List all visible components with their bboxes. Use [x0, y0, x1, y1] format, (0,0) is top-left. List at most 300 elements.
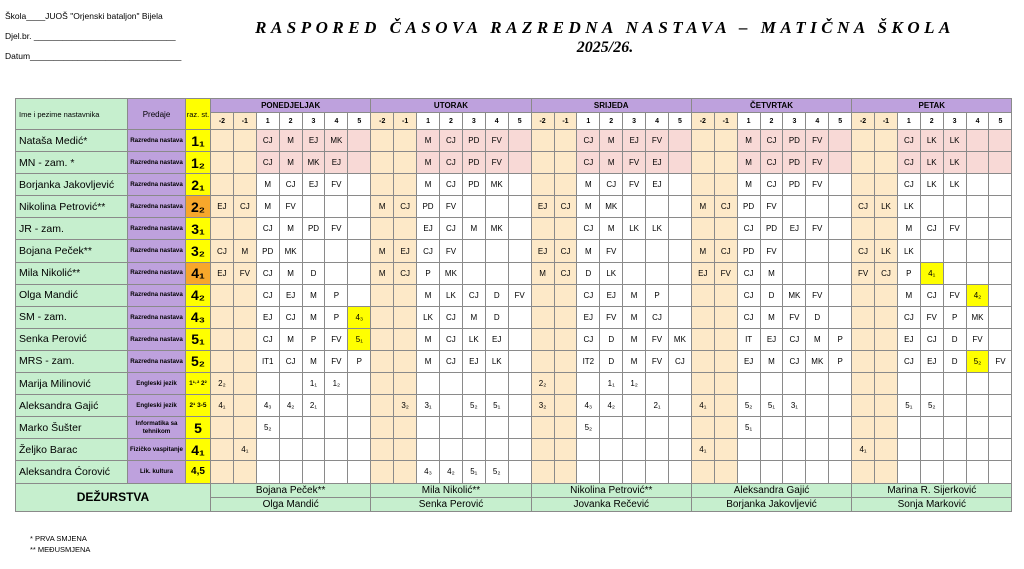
lesson-cell — [989, 174, 1012, 196]
lesson-cell — [829, 306, 852, 328]
lesson-cell: PD — [737, 196, 760, 218]
lesson-cell: D — [485, 284, 508, 306]
lesson-cell: P — [829, 350, 852, 372]
lesson-cell — [989, 262, 1012, 284]
lesson-cell — [920, 417, 943, 439]
lesson-cell: M — [600, 130, 623, 152]
school-year: 2025/26. — [576, 39, 634, 56]
lesson-cell — [371, 373, 394, 395]
lesson-cell: 2₁ — [302, 395, 325, 417]
lesson-cell: LK — [417, 306, 440, 328]
period-header: -2 — [211, 113, 234, 130]
lesson-cell — [211, 417, 234, 439]
subject-cell: Informatika sa tehnikom — [128, 417, 186, 439]
lesson-cell — [371, 417, 394, 439]
table-row — [16, 130, 1012, 152]
lesson-cell: EJ — [462, 350, 485, 372]
lesson-cell — [462, 373, 485, 395]
lesson-cell: 3₂ — [394, 395, 417, 417]
lesson-cell — [233, 306, 256, 328]
lesson-cell — [806, 395, 829, 417]
table-row — [16, 218, 1012, 240]
lesson-cell — [714, 218, 737, 240]
lesson-cell — [829, 196, 852, 218]
lesson-cell — [508, 439, 531, 461]
lesson-cell: PD — [462, 152, 485, 174]
lesson-cell: LK — [623, 218, 646, 240]
lesson-cell: 5₁ — [897, 395, 920, 417]
lesson-cell: M — [371, 262, 394, 284]
lesson-cell — [554, 306, 577, 328]
lesson-cell: FV — [806, 130, 829, 152]
lesson-cell: EJ — [211, 262, 234, 284]
lesson-cell: M — [806, 328, 829, 350]
lesson-cell: 4₃ — [417, 461, 440, 483]
lesson-cell: CJ — [554, 262, 577, 284]
lesson-cell — [875, 152, 898, 174]
lesson-cell — [348, 240, 371, 262]
lesson-cell — [211, 284, 234, 306]
period-header: 3 — [623, 113, 646, 130]
lesson-cell: 3₁ — [417, 395, 440, 417]
lesson-cell: 4₁ — [691, 395, 714, 417]
lesson-cell: PD — [737, 240, 760, 262]
lesson-cell: IT1 — [256, 350, 279, 372]
lesson-cell: P — [348, 350, 371, 372]
lesson-cell: M — [600, 218, 623, 240]
lesson-cell — [760, 461, 783, 483]
lesson-cell: EJ — [256, 306, 279, 328]
lesson-cell: CJ — [554, 240, 577, 262]
lesson-cell — [852, 174, 875, 196]
teacher-name: SM - zam. — [16, 306, 128, 328]
header-left — [5, 6, 225, 66]
teacher-name: Željko Barac — [16, 439, 128, 461]
table-row — [16, 174, 1012, 196]
lesson-cell — [897, 439, 920, 461]
lesson-cell — [875, 284, 898, 306]
lesson-cell — [554, 174, 577, 196]
lesson-cell — [875, 461, 898, 483]
lesson-cell: CJ — [233, 196, 256, 218]
lesson-cell: CJ — [714, 240, 737, 262]
duty-teacher: Borjanka Jakovljević — [691, 497, 851, 511]
lesson-cell: M — [417, 130, 440, 152]
lesson-cell: 3₁ — [783, 395, 806, 417]
lesson-cell: PD — [302, 218, 325, 240]
lesson-cell — [462, 196, 485, 218]
lesson-cell: M — [691, 196, 714, 218]
schedule-table — [15, 98, 1012, 512]
lesson-cell — [302, 439, 325, 461]
teacher-name: Senka Perović — [16, 328, 128, 350]
day-header: PETAK — [852, 99, 1012, 113]
lesson-cell: LK — [485, 350, 508, 372]
lesson-cell: M — [737, 152, 760, 174]
lesson-cell: M — [256, 196, 279, 218]
lesson-cell: 2₂ — [531, 373, 554, 395]
lesson-cell: CJ — [394, 262, 417, 284]
lesson-cell — [302, 417, 325, 439]
lesson-cell: P — [325, 306, 348, 328]
lesson-cell: CJ — [256, 328, 279, 350]
lesson-cell: EJ — [531, 196, 554, 218]
lesson-cell: M — [577, 174, 600, 196]
lesson-cell — [325, 196, 348, 218]
lesson-cell — [508, 196, 531, 218]
lesson-cell: M — [371, 196, 394, 218]
lesson-cell — [508, 395, 531, 417]
lesson-cell — [852, 373, 875, 395]
lesson-cell — [989, 417, 1012, 439]
lesson-cell: MK — [485, 218, 508, 240]
lesson-cell: LK — [462, 328, 485, 350]
lesson-cell — [875, 439, 898, 461]
lesson-cell: M — [737, 174, 760, 196]
lesson-cell: CJ — [577, 152, 600, 174]
lesson-cell — [371, 306, 394, 328]
lesson-cell — [714, 439, 737, 461]
lesson-cell — [394, 373, 417, 395]
lesson-cell: FV — [600, 306, 623, 328]
lesson-cell — [348, 439, 371, 461]
lesson-cell — [348, 196, 371, 218]
lesson-cell — [714, 350, 737, 372]
lesson-cell: PD — [462, 130, 485, 152]
table-row — [16, 284, 1012, 306]
lesson-cell — [989, 461, 1012, 483]
lesson-cell: CJ — [279, 350, 302, 372]
lesson-cell — [691, 218, 714, 240]
lesson-cell: FV — [233, 262, 256, 284]
lesson-cell — [302, 196, 325, 218]
lesson-cell — [485, 262, 508, 284]
lesson-cell — [439, 395, 462, 417]
lesson-cell — [211, 152, 234, 174]
lesson-cell — [806, 262, 829, 284]
lesson-cell — [325, 240, 348, 262]
lesson-cell — [783, 373, 806, 395]
lesson-cell: CJ — [897, 306, 920, 328]
duty-teacher: Senka Perović — [371, 497, 531, 511]
lesson-cell: EJ — [897, 328, 920, 350]
lesson-cell: FV — [439, 240, 462, 262]
subject-cell: Razredna nastava — [128, 196, 186, 218]
lesson-cell — [417, 439, 440, 461]
lesson-cell — [233, 350, 256, 372]
lesson-cell — [966, 130, 989, 152]
grade-cell: 1¹·² 2² — [186, 373, 211, 395]
subject-cell: Razredna nastava — [128, 284, 186, 306]
day-header: UTORAK — [371, 99, 531, 113]
lesson-cell: FV — [325, 328, 348, 350]
table-row — [16, 395, 1012, 417]
lesson-cell: 5₂ — [966, 350, 989, 372]
lesson-cell: IT2 — [577, 350, 600, 372]
lesson-cell — [691, 373, 714, 395]
day-header: PONEDJELJAK — [211, 99, 371, 113]
lesson-cell: CJ — [211, 240, 234, 262]
subject-cell: Razredna nastava — [128, 350, 186, 372]
lesson-cell: CJ — [737, 306, 760, 328]
lesson-cell — [668, 196, 691, 218]
lesson-cell — [875, 350, 898, 372]
period-header: 3 — [302, 113, 325, 130]
lesson-cell: CJ — [554, 196, 577, 218]
lesson-cell: CJ — [600, 174, 623, 196]
lesson-cell — [646, 196, 669, 218]
lesson-cell — [852, 328, 875, 350]
lesson-cell: CJ — [897, 174, 920, 196]
lesson-cell — [920, 196, 943, 218]
lesson-cell: CJ — [439, 130, 462, 152]
lesson-cell — [554, 350, 577, 372]
table-row — [16, 196, 1012, 218]
period-header: 5 — [508, 113, 531, 130]
lesson-cell: LK — [920, 174, 943, 196]
teacher-name: Bojana Peček** — [16, 240, 128, 262]
grade-cell: 4₂ — [186, 284, 211, 306]
teacher-name: Nikolina Petrović** — [16, 196, 128, 218]
period-header: 1 — [417, 113, 440, 130]
lesson-cell: EJ — [325, 152, 348, 174]
lesson-cell: MK — [966, 306, 989, 328]
lesson-cell — [233, 417, 256, 439]
lesson-cell — [829, 262, 852, 284]
lesson-cell — [211, 439, 234, 461]
lesson-cell: MK — [668, 328, 691, 350]
lesson-cell — [302, 461, 325, 483]
lesson-cell — [394, 350, 417, 372]
lesson-cell — [829, 417, 852, 439]
lesson-cell: D — [302, 262, 325, 284]
duty-teacher: Aleksandra Gajić — [691, 483, 851, 497]
column-header-subject: Predaje — [128, 99, 186, 130]
lesson-cell: M — [737, 130, 760, 152]
lesson-cell: EJ — [691, 262, 714, 284]
table-row — [16, 461, 1012, 483]
lesson-cell — [806, 196, 829, 218]
lesson-cell — [783, 240, 806, 262]
lesson-cell — [508, 417, 531, 439]
lesson-cell: FV — [989, 350, 1012, 372]
subject-cell: Razredna nastava — [128, 152, 186, 174]
lesson-cell — [646, 439, 669, 461]
lesson-cell: FV — [646, 328, 669, 350]
lesson-cell — [371, 174, 394, 196]
lesson-cell: PD — [783, 174, 806, 196]
lesson-cell — [371, 218, 394, 240]
subject-cell: Razredna nastava — [128, 174, 186, 196]
lesson-cell — [233, 461, 256, 483]
lesson-cell: EJ — [531, 240, 554, 262]
lesson-cell — [920, 240, 943, 262]
lesson-cell: EJ — [279, 284, 302, 306]
lesson-cell — [829, 284, 852, 306]
lesson-cell — [462, 417, 485, 439]
lesson-cell: MK — [439, 262, 462, 284]
lesson-cell: P — [943, 306, 966, 328]
lesson-cell — [966, 395, 989, 417]
lesson-cell — [989, 130, 1012, 152]
lesson-cell — [554, 439, 577, 461]
lesson-cell — [783, 439, 806, 461]
lesson-cell: M — [279, 262, 302, 284]
lesson-cell — [348, 130, 371, 152]
lesson-cell: EJ — [646, 174, 669, 196]
lesson-cell: M — [417, 328, 440, 350]
lesson-cell — [714, 461, 737, 483]
lesson-cell — [943, 373, 966, 395]
subject-cell: Engleski jezik — [128, 373, 186, 395]
lesson-cell — [233, 284, 256, 306]
datum-line: Datum________________________________ — [5, 51, 182, 61]
lesson-cell — [348, 417, 371, 439]
lesson-cell: FV — [806, 284, 829, 306]
lesson-cell — [600, 439, 623, 461]
lesson-cell: FV — [806, 218, 829, 240]
lesson-cell — [325, 262, 348, 284]
lesson-cell — [348, 174, 371, 196]
lesson-cell: EJ — [302, 174, 325, 196]
lesson-cell — [439, 439, 462, 461]
lesson-cell — [760, 439, 783, 461]
lesson-cell: LK — [875, 196, 898, 218]
lesson-cell — [943, 262, 966, 284]
lesson-cell: M — [302, 306, 325, 328]
lesson-cell: 5₂ — [577, 417, 600, 439]
lesson-cell: CJ — [577, 218, 600, 240]
lesson-cell: CJ — [439, 350, 462, 372]
lesson-cell: M — [897, 218, 920, 240]
lesson-cell — [508, 262, 531, 284]
period-header: 2 — [920, 113, 943, 130]
lesson-cell — [668, 262, 691, 284]
lesson-cell — [371, 350, 394, 372]
lesson-cell: CJ — [760, 130, 783, 152]
lesson-cell — [348, 395, 371, 417]
lesson-cell — [623, 439, 646, 461]
teacher-name: Borjanka Jakovljević — [16, 174, 128, 196]
lesson-cell: FV — [806, 174, 829, 196]
lesson-cell — [623, 417, 646, 439]
lesson-cell: LK — [897, 240, 920, 262]
lesson-cell — [783, 196, 806, 218]
lesson-cell — [211, 328, 234, 350]
period-header: -2 — [691, 113, 714, 130]
lesson-cell — [852, 395, 875, 417]
lesson-cell: FV — [920, 306, 943, 328]
lesson-cell: 4₃ — [577, 395, 600, 417]
teacher-name: MRS - zam. — [16, 350, 128, 372]
lesson-cell: M — [760, 350, 783, 372]
school-line: Škola____JUOŠ "Orjenski bataljon" Bijela — [5, 11, 163, 21]
lesson-cell: FV — [943, 284, 966, 306]
table-row — [16, 417, 1012, 439]
lesson-cell — [508, 350, 531, 372]
lesson-cell: EJ — [485, 328, 508, 350]
duty-teacher: Sonja Marković — [852, 497, 1012, 511]
lesson-cell — [279, 373, 302, 395]
lesson-cell — [897, 373, 920, 395]
grade-cell: 4₁ — [186, 262, 211, 284]
lesson-cell: MK — [279, 240, 302, 262]
lesson-cell — [577, 439, 600, 461]
grade-cell: 3₁ — [186, 218, 211, 240]
lesson-cell — [714, 328, 737, 350]
lesson-cell: D — [806, 306, 829, 328]
lesson-cell: CJ — [852, 240, 875, 262]
period-header: 2 — [439, 113, 462, 130]
lesson-cell — [394, 439, 417, 461]
lesson-cell — [371, 439, 394, 461]
period-header: 5 — [668, 113, 691, 130]
lesson-cell — [623, 395, 646, 417]
lesson-cell — [760, 417, 783, 439]
lesson-cell — [623, 461, 646, 483]
lesson-cell — [966, 262, 989, 284]
teacher-name: Marko Šušter — [16, 417, 128, 439]
lesson-cell — [943, 461, 966, 483]
lesson-cell — [714, 130, 737, 152]
lesson-cell: 4₂ — [279, 395, 302, 417]
lesson-cell: LK — [875, 240, 898, 262]
duty-label: DEŽURSTVA — [16, 483, 211, 511]
lesson-cell: 4₁ — [920, 262, 943, 284]
lesson-cell: EJ — [920, 350, 943, 372]
lesson-cell: CJ — [714, 196, 737, 218]
lesson-cell — [691, 350, 714, 372]
lesson-cell: CJ — [279, 174, 302, 196]
lesson-cell — [829, 130, 852, 152]
lesson-cell: M — [531, 262, 554, 284]
lesson-cell — [233, 130, 256, 152]
lesson-cell — [691, 306, 714, 328]
lesson-cell: M — [417, 284, 440, 306]
lesson-cell — [462, 262, 485, 284]
lesson-cell: LK — [943, 152, 966, 174]
lesson-cell — [737, 373, 760, 395]
lesson-cell: PD — [256, 240, 279, 262]
lesson-cell — [943, 439, 966, 461]
lesson-cell — [348, 152, 371, 174]
period-header: -2 — [531, 113, 554, 130]
table-row — [16, 306, 1012, 328]
lesson-cell — [852, 130, 875, 152]
lesson-cell — [829, 439, 852, 461]
lesson-cell — [829, 395, 852, 417]
lesson-cell — [691, 284, 714, 306]
lesson-cell — [714, 152, 737, 174]
lesson-cell: 5₁ — [737, 417, 760, 439]
lesson-cell — [554, 130, 577, 152]
lesson-cell — [600, 461, 623, 483]
table-row — [16, 439, 1012, 461]
lesson-cell — [852, 218, 875, 240]
lesson-cell — [554, 461, 577, 483]
lesson-cell: FV — [325, 218, 348, 240]
lesson-cell — [875, 174, 898, 196]
lesson-cell — [714, 174, 737, 196]
lesson-cell: EJ — [783, 218, 806, 240]
lesson-cell: D — [943, 328, 966, 350]
lesson-cell: 5₂ — [462, 395, 485, 417]
lesson-cell: MK — [600, 196, 623, 218]
lesson-cell: D — [600, 328, 623, 350]
lesson-cell — [897, 461, 920, 483]
lesson-cell — [554, 328, 577, 350]
lesson-cell — [783, 461, 806, 483]
